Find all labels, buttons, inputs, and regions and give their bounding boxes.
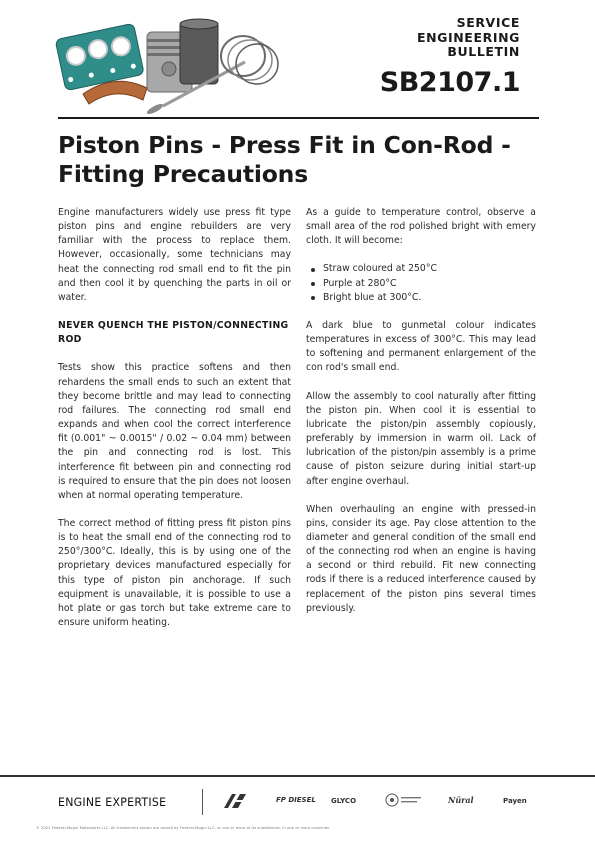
right-column	[306, 206, 536, 630]
bulletin-number: SB2107.1	[379, 67, 520, 98]
brand-logo: Payen	[503, 797, 527, 805]
brand-logo-icon	[384, 792, 424, 808]
body-paragraph: A dark blue to gunmetal colour indicates temperatures in excess of 300°C. This may lead to softening and permanent enlargement of the con rod's small end.	[306, 319, 536, 374]
footer-divider	[0, 775, 595, 777]
bulletin-label-line: ENGINEERING	[416, 29, 520, 45]
bulletin-label-line: SERVICE	[456, 15, 520, 30]
bulletin-label-line: BULLETIN	[447, 44, 520, 59]
list-item: Bright blue at 300°C.	[323, 291, 536, 305]
list-item: Purple at 280°C	[323, 277, 536, 291]
brand-logo-icon	[222, 792, 248, 810]
header-divider	[58, 117, 539, 119]
body-paragraph: When overhauling an engine with pressed-in pins, consider its age. Pay close attention to the diameter and general condition of the small end of the connecting rod when an engine is having a second or third rebuild. Fit new connecting rods if there is a reduced interference caused by replacement of the piston pins several times previously.	[306, 503, 536, 614]
body-paragraph: Engine manufacturers widely use press fit type piston pins and engine rebuilders are very familiar with the process to replace them. However, occasionally, some technicians may heat the connecting rod small end to fit the pin and then cool it by quenching the parts in oil or water.	[58, 207, 291, 303]
section-heading: NEVER QUENCH THE PISTON/CONNECTING ROD	[58, 320, 289, 346]
brand-logo: FP DIESEL	[276, 796, 316, 804]
footer-separator	[202, 789, 203, 815]
copyright-notice: © 2021 Federal-Mogul Motorparts LLC. All trademarks shown are owned by Federal-Mogul LLC, or one or more of its subsidiaries, in one or more countries.	[36, 826, 331, 830]
page-title: Piston Pins - Press Fit in Con-Rod - Fitting Precautions	[58, 131, 511, 188]
body-paragraph: As a guide to temperature control, observe a small area of the rod polished bright with emery cloth. It will become:	[306, 207, 536, 247]
body-paragraph: Allow the assembly to cool naturally after fitting the piston pin. When cool it is essential to lubricate the piston/pin assembly copiously, preferably by immersion in warm oil. Lack of lubrication of the piston/pin assembly is a prime cause of piston seizure during initial start-up after engine overhaul.	[306, 390, 536, 487]
brand-logo: Nüral	[448, 795, 474, 805]
body-paragraph: The correct method of fitting press fit piston pins is to heat the small end of the connecting rod to 250°/300°C. Ideally, this is by using one of the proprietary devices manufactured especially for this type of piston pin anchorage. If such equipment is unavailable, it is possible to use a hot plate or gas torch but take extreme care to ensure uniform heating.	[58, 517, 291, 629]
engine-parts-image	[55, 14, 280, 114]
bulletin-type-label	[320, 16, 520, 60]
temperature-list	[306, 262, 536, 304]
list-item: Straw coloured at 250°C	[323, 262, 536, 276]
footer-brand: ENGINE EXPERTISE	[58, 795, 167, 809]
body-paragraph: Tests show this practice softens and then rehardens the small ends to such an extent that they become brittle and may lead to connecting rod failures. The connecting rod small end expands and when cool the correct interference fit (0.001" ~ 0.0015" / 0.02 ~ 0.04 mm) between the pin and connecting rod is lost. This interference fit between pin and connecting rod is required to ensure that the pin does not loosen when at normal operating temperature.	[58, 362, 291, 501]
brand-logo: GLYCO	[331, 797, 357, 805]
left-column	[58, 206, 291, 644]
